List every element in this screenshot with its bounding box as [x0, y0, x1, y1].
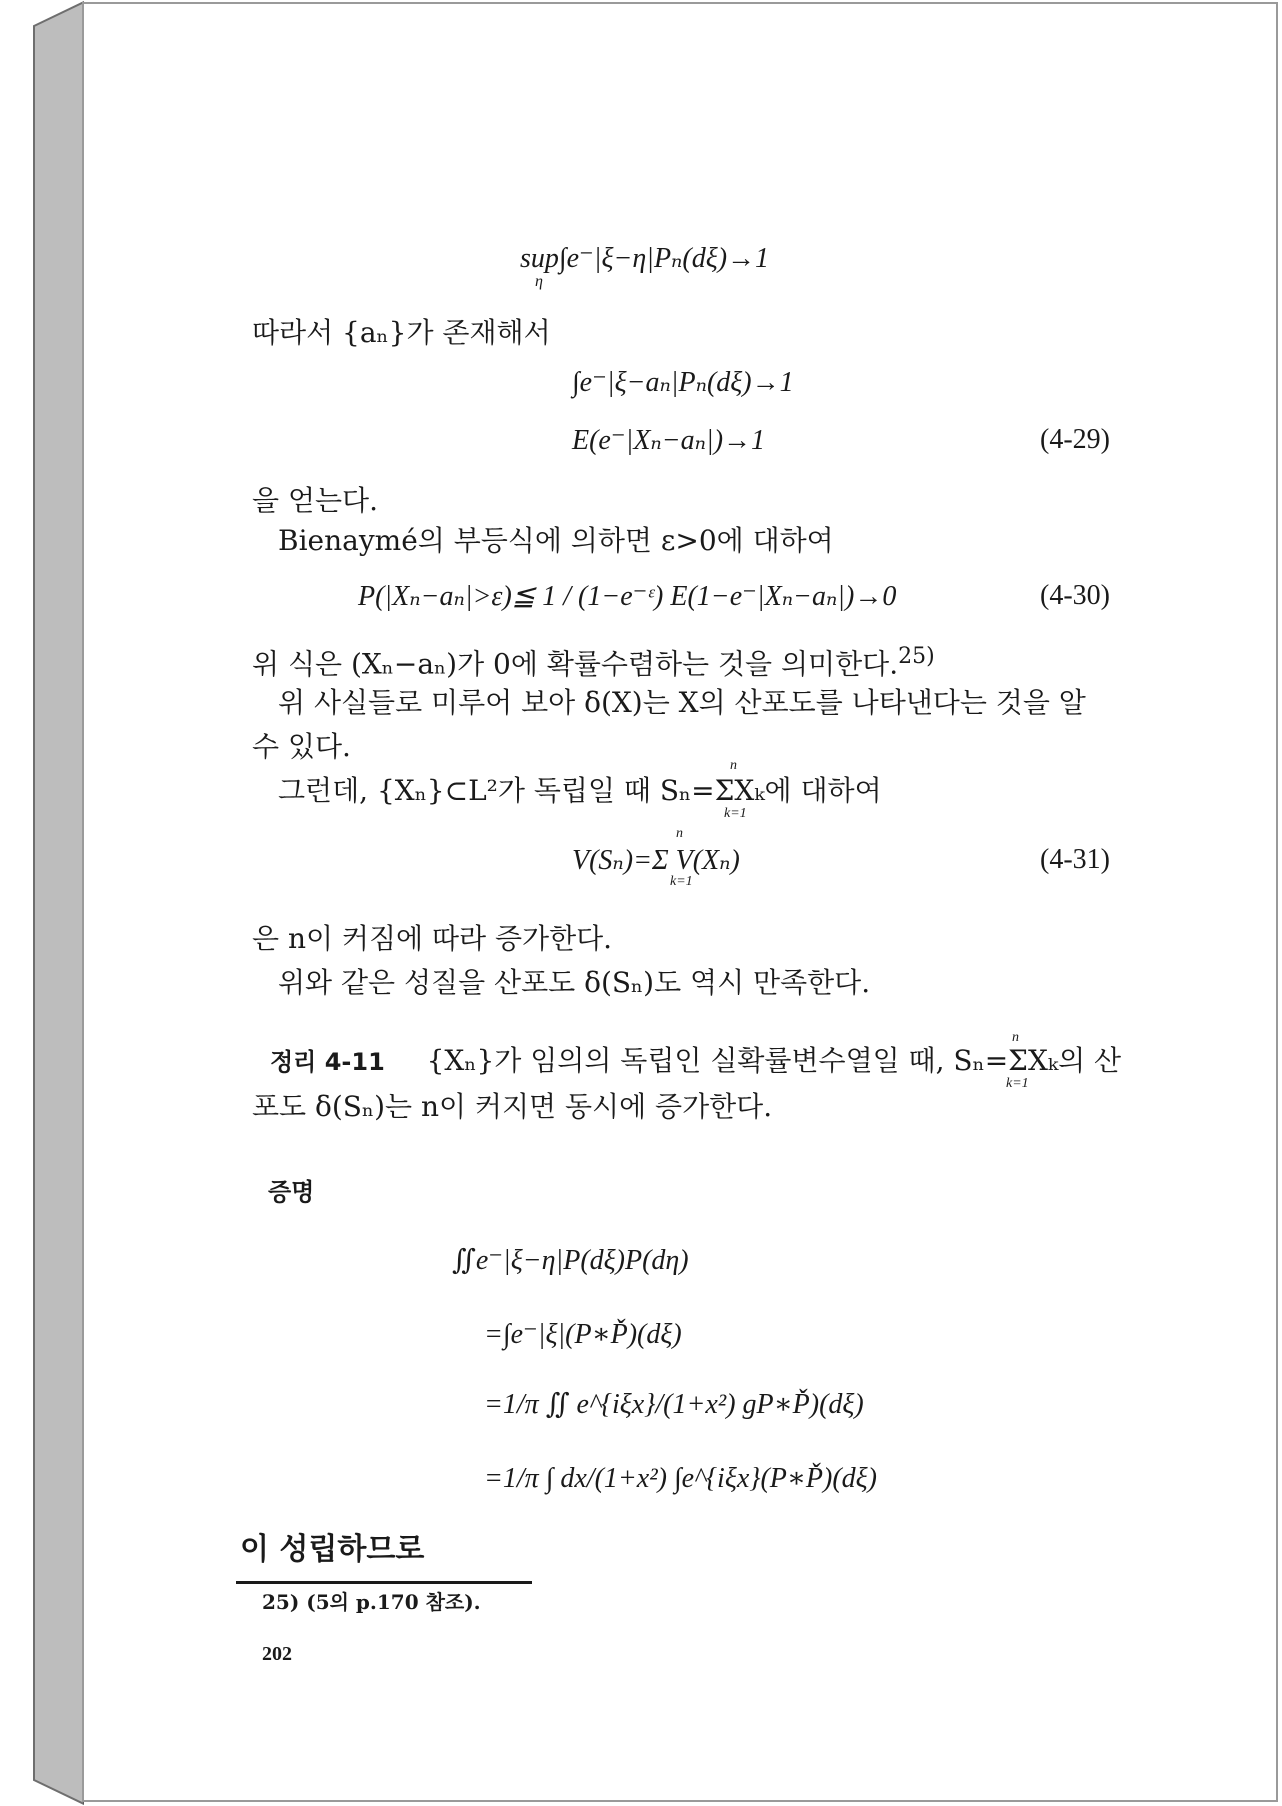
paragraph-7: 은 n이 커짐에 따라 증가한다.	[252, 922, 613, 955]
paragraph-4: 위 식은 (Xₙ−aₙ)가 0에 확률수렴하는 것을 의미한다.$^{25)}$	[252, 644, 935, 681]
sum-upper-limit: n	[730, 758, 737, 773]
equation-sup: sup∫e⁻|ξ−η|Pₙ(dξ)→1	[520, 243, 770, 274]
paragraph-6: 그런데, {Xₙ}⊂L²가 독립일 때 Sₙ=ΣXₖ에 대하여	[278, 774, 882, 807]
theorem-line-2: 포도 δ(Sₙ)는 n이 커지면 동시에 증가한다.	[252, 1090, 773, 1123]
paragraph-8: 위와 같은 성질을 산포도 δ(Sₙ)도 역시 만족한다.	[278, 966, 871, 999]
proof-label: 증명	[268, 1178, 315, 1206]
equation-number-4-31: (4-31)	[1040, 844, 1110, 875]
footnote-reference: 25)	[898, 644, 935, 669]
footnote-divider	[236, 1581, 532, 1584]
book-spine	[0, 0, 84, 1806]
equation-4-29: E(e⁻|Xₙ−aₙ|)→1	[572, 425, 766, 456]
page-number: 202	[262, 1643, 292, 1665]
equation-4-31: V(Sₙ)=Σ V(Xₙ)	[572, 845, 740, 876]
sum-lower-limit: k=1	[670, 874, 693, 889]
equation-number-4-29: (4-29)	[1040, 424, 1110, 455]
paragraph-3: Bienaymé의 부등식에 의하면 ε>0에 대하여	[278, 524, 834, 557]
paragraph-1: 따라서 {aₙ}가 존재해서	[252, 316, 551, 349]
footnote: 25) (5의 p.170 참조).	[262, 1590, 481, 1614]
sum-upper-limit: n	[1012, 1030, 1019, 1045]
paragraph-5a: 위 사실들로 미루어 보아 δ(X)는 X의 산포도를 나타낸다는 것을 알	[278, 686, 1086, 719]
sum-lower-limit: k=1	[724, 806, 747, 821]
paragraph-5b: 수 있다.	[252, 730, 351, 763]
proof-line-1: ∬e⁻|ξ−η|P(dξ)P(dη)	[452, 1245, 689, 1276]
theorem-label: 정리 4-11	[270, 1048, 385, 1076]
equation-4-30: P(|Xₙ−aₙ|>ε)≦ 1 / (1−e⁻ᵋ) E(1−e⁻|Xₙ−aₙ|)→0	[358, 581, 897, 612]
equation-integral-a: ∫e⁻|ξ−aₙ|Pₙ(dξ)→1	[572, 367, 794, 398]
theorem-line-1: 정리 4-11 {Xₙ}가 임의의 독립인 실확률변수열일 때, Sₙ=ΣXₖ의 산	[270, 1044, 1122, 1077]
paragraph-9: 이 성립하므로	[240, 1532, 425, 1567]
paragraph-2: 을 얻는다.	[252, 484, 378, 517]
sum-lower-limit: k=1	[1006, 1076, 1029, 1091]
proof-line-3: =1/π ∬ e^{iξx}/(1+x²) gP∗P̌)(dξ)	[484, 1389, 864, 1420]
equation-sup-subscript: η	[535, 273, 543, 290]
proof-line-2: =∫e⁻|ξ|(P∗P̌)(dξ)	[484, 1319, 682, 1350]
sum-upper-limit: n	[676, 826, 683, 841]
equation-number-4-30: (4-30)	[1040, 580, 1110, 611]
proof-line-4: =1/π ∫ dx/(1+x²) ∫e^{iξx}(P∗P̌)(dξ)	[484, 1463, 877, 1494]
